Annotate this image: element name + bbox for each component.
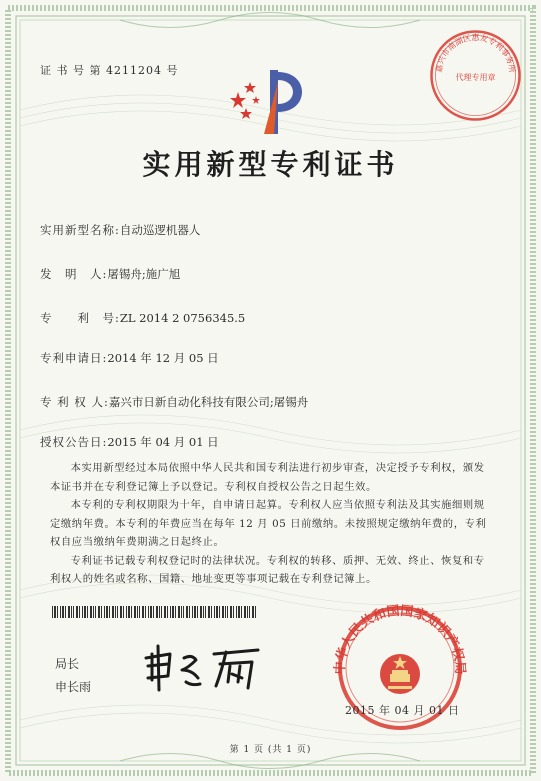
field-utility-model-name [40,222,200,238]
field-value: 2014 年 12 月 05 日 [107,351,219,365]
signature-title: 局长 [55,657,80,671]
signature-date: 2015 年 04 月 01 日 [345,704,460,717]
field-value: 自动巡逻机器人 [119,223,201,237]
certificate-number-suffix: 号 [166,64,179,77]
certificate-title: 实用新型专利证书 [142,148,399,181]
field-value: 嘉兴市日新自动化科技有限公司;屠锡舟 [108,395,309,409]
body-paragraph-2: 本专利的专利权期限为十年，自申请日起算。专利权人应当依照专利法及其实施细则规定缴纳年费。本专利的年费应当在每年 12 月 05 日前缴纳。未按照规定缴纳年费的，专利权自应当缴纳年费期满之日起终止。 [50,499,487,548]
field-label: 专 利 号: [40,311,120,325]
body-paragraph-1: 本实用新型经过本局依照中华人民共和国专利法进行初步审查，决定授予专利权，颁发本证书并在专利登记簿上予以登记。专利权自授权公告之日起生效。 [50,462,485,493]
field-patentee [40,394,308,410]
field-value: ZL 2014 2 0756345.5 [119,311,246,325]
certificate-number-value: 4211204 [106,64,162,77]
field-label: 专 利 权 人: [40,395,109,409]
certificate-body [50,459,490,589]
page-footer: 第 1 页 (共 1 页) [229,745,312,755]
agency-seal-center-text: 代理专用章 [455,73,496,82]
field-patent-number [40,310,245,326]
barcode [52,606,257,618]
certificate-number-label: 证 书 号 第 [40,64,102,77]
field-label: 发 明 人: [40,267,108,281]
field-inventors [40,266,180,282]
field-value: 屠锡舟;施广旭 [107,267,181,281]
handwritten-signature [140,640,270,695]
agency-seal-ring-text: 嘉兴市南湖区惠友专利事务所 [434,33,517,74]
field-application-date [40,350,219,366]
field-label: 实用新型名称: [40,223,120,237]
field-label: 授权公告日: [40,435,108,449]
patent-office-logo [220,62,320,142]
signature-name: 申长雨 [55,680,92,694]
field-value: 2015 年 04 月 01 日 [107,435,219,449]
field-grant-date [40,434,219,450]
field-label: 专利申请日: [40,351,108,365]
agency-seal [428,28,523,123]
certificate-number [40,62,179,78]
national-emblem-icon [380,654,420,694]
seal-ring-text: 中华人民共和国国家知识产权局 [332,603,468,675]
body-paragraph-3: 专利证书记载专利权登记时的法律状况。专利权的转移、质押、无效、终止、恢复和专利权人的姓名或名称、国籍、地址变更等事项记载在专利登记簿上。 [50,554,485,585]
